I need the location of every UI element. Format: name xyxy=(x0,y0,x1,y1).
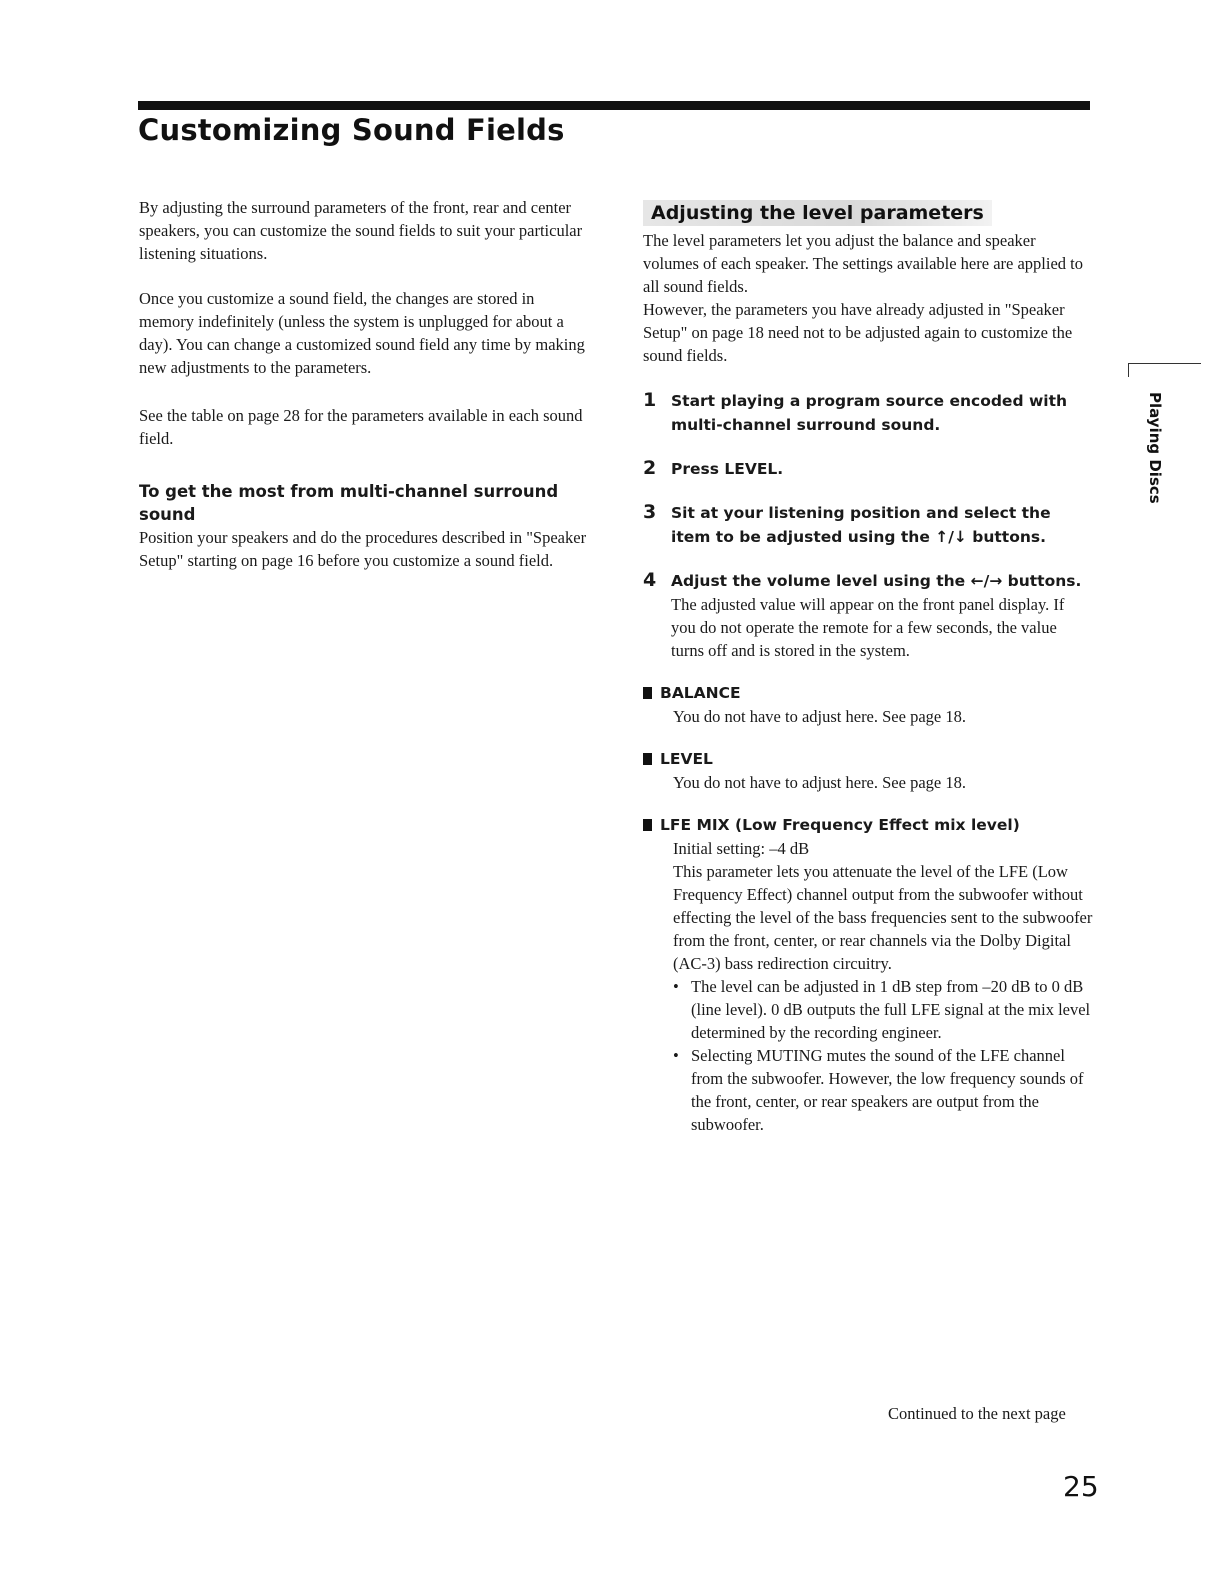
bullet-text: Selecting MUTING mutes the sound of the LFE channel from the subwoofer. However, the low frequency sounds of the front, center, or rear speakers are output from the subwoofer. xyxy=(691,1046,1084,1134)
initial-setting: Initial setting: –4 dB xyxy=(673,839,810,858)
bullet-icon: • xyxy=(673,977,679,996)
section-heading: Adjusting the level parameters xyxy=(643,200,992,226)
parameter-description: This parameter lets you attenuate the level of the LFE (Low Frequency Effect) channel output from the subwoofer without effecting the level of the bass frequencies sent to the subwoofer from the front, center, or rear channels via the Dolby Digital (AC-3) bass redirection circuitry. xyxy=(673,862,1093,973)
step-item xyxy=(643,457,1093,481)
step-number: 4 xyxy=(643,569,657,591)
side-tab-marker xyxy=(1128,363,1201,377)
step-title: Press LEVEL. xyxy=(671,460,784,478)
step-description: The adjusted value will appear on the front panel display. If you do not operate the remote for a few seconds, the value turns off and is stored in the system. xyxy=(671,595,1065,660)
bullet-text: The level can be adjusted in 1 dB step from –20 dB to 0 dB (line level). 0 dB outputs the full LFE signal at the mix level determined by the recording engineer. xyxy=(691,977,1091,1042)
intro-paragraph: By adjusting the surround parameters of the front, rear and center speakers, you can customize the sound fields to suit your particular listening situations. xyxy=(139,198,583,263)
continued-note: Continued to the next page xyxy=(888,1404,1066,1423)
balance-parameter xyxy=(643,682,1093,728)
page-title: Customizing Sound Fields xyxy=(138,113,565,147)
step-item xyxy=(643,389,1093,437)
step-title: Start playing a program source encoded with multi-channel surround sound. xyxy=(671,392,1068,434)
step-number: 3 xyxy=(643,501,657,523)
section-intro-note: However, the parameters you have already adjusted in "Speaker Setup" on page 18 need not to be adjusted again to customize the sound fields. xyxy=(643,300,1073,365)
parameter-description: You do not have to adjust here. See page 18. xyxy=(673,773,966,792)
parameter-name: LEVEL xyxy=(660,750,713,768)
tip-heading: To get the most from multi-channel surround sound xyxy=(139,482,559,524)
section-intro: The level parameters let you adjust the balance and speaker volumes of each speaker. The settings available here are applied to all sound fields. xyxy=(643,231,1083,296)
lfe-mix-parameter xyxy=(643,814,1093,1136)
steps-list xyxy=(643,389,1093,662)
memory-paragraph: Once you customize a sound field, the changes are stored in memory indefinitely (unless the system is unplugged for about a day). You can change a customized sound field any time by making new adjustments to the parameters. xyxy=(139,289,585,377)
left-column xyxy=(139,196,587,572)
table-reference-paragraph: See the table on page 28 for the parameters available in each sound field. xyxy=(139,406,583,448)
level-parameter xyxy=(643,748,1093,794)
square-bullet-icon xyxy=(643,819,652,831)
step-number: 1 xyxy=(643,389,657,411)
right-column xyxy=(643,200,1093,1136)
parameter-description: You do not have to adjust here. See page 18. xyxy=(673,707,966,726)
step-number: 2 xyxy=(643,457,657,479)
step-item xyxy=(643,501,1093,549)
side-section-label: Playing Discs xyxy=(1146,392,1164,504)
step-title: Adjust the volume level using the ←/→ buttons. xyxy=(671,572,1082,590)
step-title: Sit at your listening position and select the item to be adjusted using the ↑/↓ buttons. xyxy=(671,504,1051,546)
list-item xyxy=(643,975,1093,1044)
square-bullet-icon xyxy=(643,687,652,699)
title-rule xyxy=(138,101,1090,110)
step-item xyxy=(643,569,1093,662)
parameter-name: BALANCE xyxy=(660,684,741,702)
page-number: 25 xyxy=(1063,1470,1099,1503)
parameter-name: LFE MIX (Low Frequency Effect mix level) xyxy=(660,816,1020,834)
list-item xyxy=(643,1044,1093,1136)
square-bullet-icon xyxy=(643,753,652,765)
bullet-icon: • xyxy=(673,1046,679,1065)
tip-paragraph: Position your speakers and do the procedures described in "Speaker Setup" starting on page 16 before you customize a sound field. xyxy=(139,528,587,570)
